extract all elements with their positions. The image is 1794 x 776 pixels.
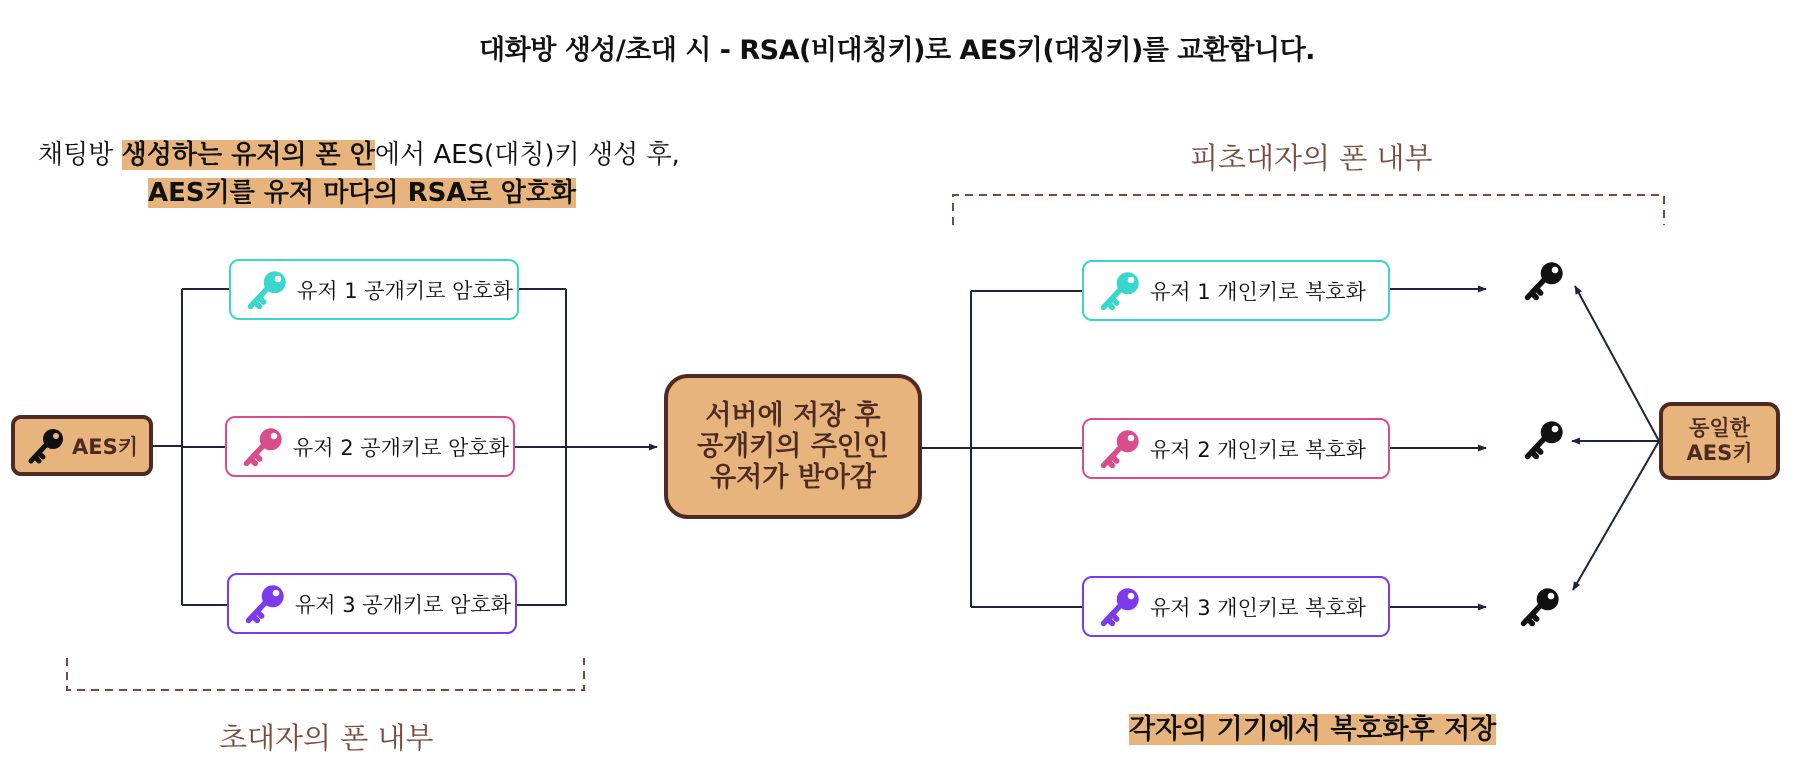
server-line-1: 서버에 저장 후	[705, 400, 881, 431]
same-key-line-2: AES키	[1686, 441, 1753, 465]
key-icon	[1098, 585, 1142, 629]
key-icon	[245, 268, 289, 312]
invitee-zone-bracket	[953, 195, 1664, 225]
key-icon	[1098, 427, 1142, 471]
encrypt-step-1	[229, 259, 519, 320]
decrypt-step-label: 유저 2 개인키로 복호화	[1150, 437, 1366, 462]
decrypt-step-2	[1082, 418, 1390, 479]
invitee-zone-label: 피초대자의 폰 내부	[1190, 141, 1433, 175]
server-node	[664, 374, 922, 519]
store-label-text: 각자의 기기에서 복호화후 저장	[1129, 714, 1497, 745]
key-icon	[26, 426, 66, 466]
encrypt-step-label: 유저 1 공개키로 암호화	[297, 278, 513, 303]
aes-key-label: AES키	[71, 434, 138, 459]
key-icon	[241, 425, 285, 469]
page-title: 대화방 생성/초대 시 - RSA(비대칭키)로 AES키(대칭키)를 교환합니다.	[479, 35, 1315, 66]
decrypt-step-label: 유저 3 개인키로 복호화	[1150, 595, 1366, 620]
intro-prefix: 채팅방	[38, 140, 122, 170]
intro-highlight-2: AES키를 유저 마다의 RSA로 암호화	[148, 178, 576, 208]
server-line-2: 공개키의 주인인	[697, 431, 889, 462]
key-icon	[243, 582, 287, 626]
inviter-zone-label: 초대자의 폰 내부	[219, 721, 434, 755]
encrypt-step-label: 유저 2 공개키로 암호화	[293, 435, 509, 460]
same-aes-key-node	[1659, 402, 1780, 480]
decrypt-step-3	[1082, 576, 1390, 637]
server-line-3: 유저가 받아감	[710, 462, 876, 493]
intro-highlight: 생성하는 유저의 폰 안	[121, 140, 375, 170]
store-label	[1129, 707, 1496, 746]
encrypt-step-label: 유저 3 공개키로 암호화	[295, 592, 511, 617]
aes-key-node	[11, 415, 153, 476]
intro-line-1	[38, 134, 680, 171]
decrypt-step-label: 유저 1 개인키로 복호화	[1150, 279, 1366, 304]
decrypt-step-1	[1082, 260, 1390, 321]
decrypted-key-3-icon	[1518, 585, 1562, 629]
decrypted-key-1-icon	[1522, 259, 1566, 303]
key-icon	[1098, 269, 1142, 313]
same-key-line-1: 동일한	[1689, 416, 1750, 440]
encrypt-step-3	[227, 573, 517, 634]
same-key-arrow-3	[1573, 441, 1659, 590]
encrypt-step-2	[225, 416, 515, 477]
decrypted-key-2-icon	[1522, 418, 1566, 462]
intro-line-2	[148, 172, 576, 209]
inviter-zone-bracket	[67, 658, 584, 690]
same-key-arrow-1	[1575, 286, 1659, 441]
intro-suffix: 에서 AES(대칭)키 생성 후,	[374, 140, 680, 170]
